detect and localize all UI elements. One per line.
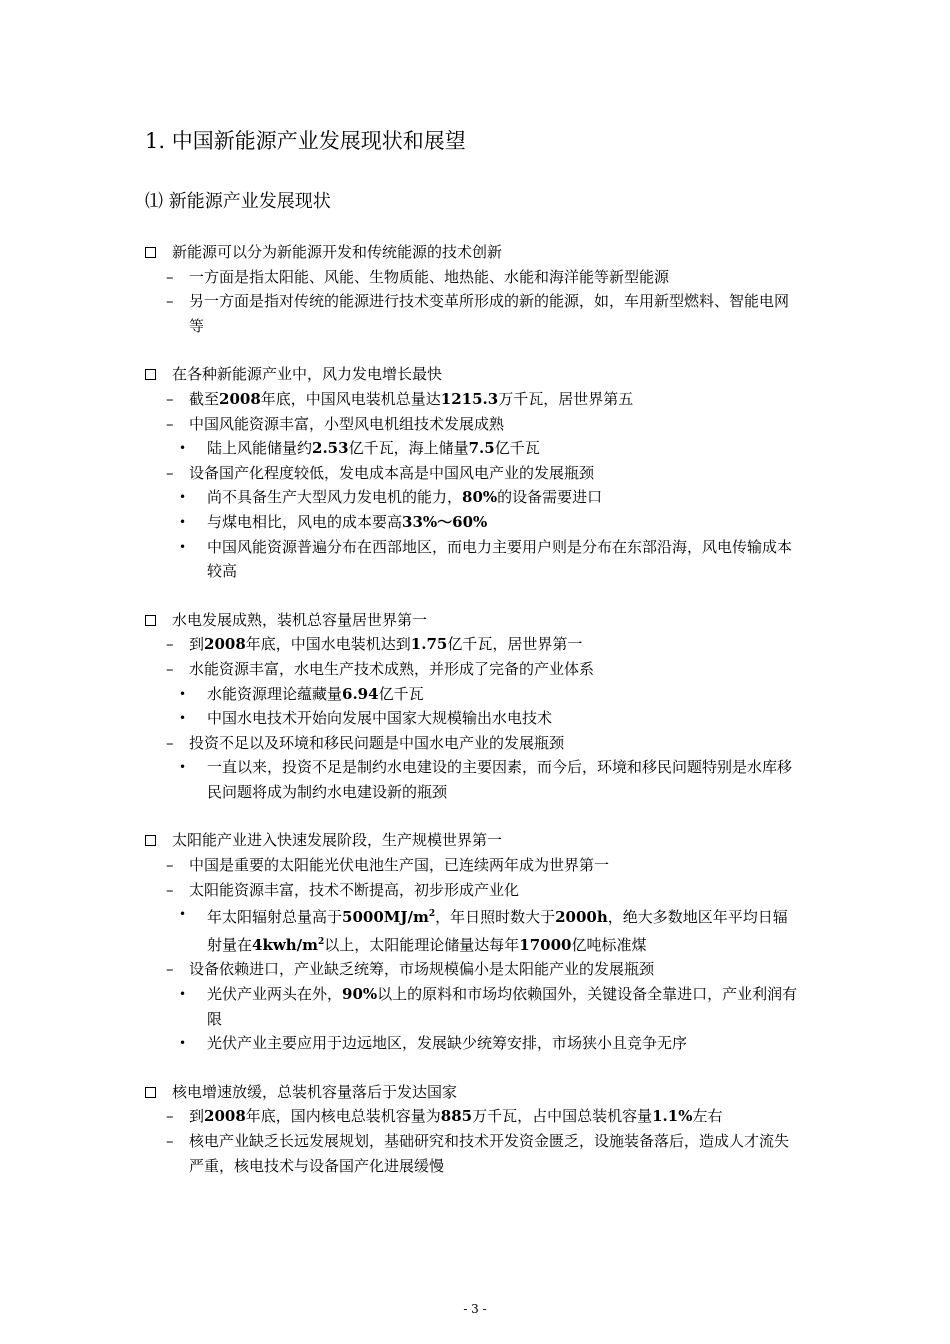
checkbox-square-icon — [145, 240, 156, 265]
bullet-dot-icon: • — [179, 539, 187, 554]
dash-icon: – — [166, 635, 174, 654]
section-heading — [145, 362, 800, 387]
dash-list-item — [145, 461, 800, 486]
bullet-content — [145, 240, 800, 1202]
bullet-list-item — [145, 485, 800, 510]
dash-icon: – — [166, 960, 174, 979]
content-section — [145, 608, 800, 805]
list-item-text: 截至2008年底，中国风电装机总量达1215.3万千瓦，居世界第五 — [189, 389, 634, 408]
checkbox-square-icon — [145, 362, 156, 387]
bullet-list-item — [145, 682, 800, 707]
list-item-text: 陆上风能储量约2.53亿千瓦，海上储量7.5亿千瓦 — [207, 439, 540, 458]
bullet-list-item — [145, 535, 800, 584]
dash-icon: – — [166, 856, 174, 875]
bullet-list-item — [145, 755, 800, 804]
content-section — [145, 240, 800, 338]
section-heading — [145, 240, 800, 265]
page-title: 1. 中国新能源产业发展现状和展望 — [145, 129, 466, 153]
bullet-list-item — [145, 510, 800, 535]
dash-icon: – — [166, 880, 174, 899]
dash-icon: – — [166, 733, 174, 752]
dash-list-item — [145, 957, 800, 982]
content-section — [145, 362, 800, 583]
section-heading — [145, 608, 800, 633]
bullet-dot-icon: • — [179, 514, 187, 529]
list-item-text: 尚不具备生产大型风力发电机的能力，80%的设备需要进口 — [207, 488, 603, 507]
bullet-dot-icon: • — [179, 907, 187, 922]
section-heading-text: 太阳能产业进入快速发展阶段，生产规模世界第一 — [172, 831, 503, 850]
bullet-list-item — [145, 706, 800, 731]
section-heading — [145, 828, 800, 853]
dash-list-item — [145, 1104, 800, 1129]
bullet-list-item — [145, 1031, 800, 1056]
content-section — [145, 828, 800, 1055]
page-number: - 3 - — [463, 1302, 487, 1316]
section-heading-text: 核电增速放缓，总装机容量落后于发达国家 — [172, 1082, 458, 1101]
section-heading — [145, 1080, 800, 1105]
dash-icon: – — [166, 267, 174, 286]
list-item-text: 年太阳辐射总量高于$5000MJ/m^2$，年日照时数大于2000h，绝大多数地区年平均日辐射量在$4kwh/m^2$以上，太阳能理论储量达每年17000亿吨标准煤 — [207, 908, 788, 954]
bullet-dot-icon: • — [179, 686, 187, 701]
list-item-text: 水能资源丰富，水电生产技术成熟，并形成了完备的产业体系 — [189, 659, 595, 678]
list-item-text: 光伏产业两头在外，90%以上的原料和市场均依赖国外，关键设备全靠进口，产业利润有限 — [207, 985, 798, 1028]
list-item-text: 光伏产业主要应用于边远地区，发展缺少统筹安排，市场狭小且竞争无序 — [207, 1034, 688, 1053]
list-item-text: 核电产业缺乏长远发展规划，基础研究和技术开发资金匮乏，设施装备落后，造成人才流失严重，核电技术与设备国产化进展缓慢 — [189, 1132, 790, 1175]
dash-icon: – — [166, 414, 174, 433]
section-heading-text: 新能源可以分为新能源开发和传统能源的技术创新 — [172, 243, 503, 261]
bullet-dot-icon: • — [179, 490, 187, 505]
bullet-list-item — [145, 902, 800, 957]
bullet-list-item — [145, 982, 800, 1031]
bullet-dot-icon: • — [179, 1036, 187, 1051]
list-item-text: 一直以来，投资不足是制约水电建设的主要因素，而今后，环境和移民问题特别是水库移民问题将成为制约水电建设新的瓶颈 — [207, 758, 793, 801]
list-item-text: 设备国产化程度较低，发电成本高是中国风电产业的发展瓶颈 — [189, 463, 595, 482]
bullet-dot-icon: • — [179, 987, 187, 1002]
checkbox-square-icon — [145, 608, 156, 633]
dash-list-item — [145, 632, 800, 657]
list-item-text: 中国是重要的太阳能光伏电池生产国，已连续两年成为世界第一 — [189, 856, 610, 875]
list-item-text: 到2008年底，国内核电总装机容量为885万千瓦，占中国总装机容量1.1%左右 — [189, 1107, 723, 1126]
dash-icon: – — [166, 659, 174, 678]
section-subtitle: ⑴ 新能源产业发展现状 — [145, 191, 331, 212]
list-item-text: 水能资源理论蕴藏量6.94亿千瓦 — [207, 684, 424, 703]
checkbox-square-icon — [145, 828, 156, 853]
dash-icon: – — [166, 1107, 174, 1126]
list-item-text: 太阳能资源丰富，技术不断提高，初步形成产业化 — [189, 880, 520, 899]
list-item-text: 设备依赖进口，产业缺乏统筹，市场规模偏小是太阳能产业的发展瓶颈 — [189, 960, 655, 979]
content-section — [145, 1080, 800, 1178]
dash-icon: – — [166, 463, 174, 482]
bullet-dot-icon: • — [179, 441, 187, 456]
dash-list-item — [145, 731, 800, 756]
dash-list-item — [145, 657, 800, 682]
list-item-text: 投资不足以及环境和移民问题是中国水电产业的发展瓶颈 — [189, 733, 565, 752]
dash-list-item — [145, 412, 800, 437]
list-item-text: 中国风能资源普遍分布在西部地区，而电力主要用户则是分布在东部沿海，风电传输成本较高 — [207, 537, 793, 581]
dash-list-item — [145, 289, 800, 338]
section-heading-text: 水电发展成熟，装机总容量居世界第一 — [172, 610, 428, 629]
dash-list-item — [145, 878, 800, 903]
bullet-dot-icon: • — [179, 760, 187, 775]
dash-icon: – — [166, 292, 174, 311]
section-heading-text: 在各种新能源产业中，风力发电增长最快 — [172, 365, 443, 384]
dash-list-item — [145, 387, 800, 412]
list-item-text: 另一方面是指对传统的能源进行技术变革所形成的新的能源，如，车用新型燃料、智能电网等 — [189, 292, 790, 335]
list-item-text: 中国水电技术开始向发展中国家大规模输出水电技术 — [207, 709, 553, 728]
dash-icon: – — [166, 389, 174, 408]
list-item-text: 到2008年底，中国水电装机达到1.75亿千瓦，居世界第一 — [189, 635, 583, 654]
bullet-list-item — [145, 436, 800, 461]
list-item-text: 一方面是指太阳能、风能、生物质能、地热能、水能和海洋能等新型能源 — [189, 267, 670, 286]
dash-list-item — [145, 1129, 800, 1178]
dash-icon: – — [166, 1132, 174, 1150]
dash-list-item — [145, 265, 800, 290]
bullet-dot-icon: • — [179, 711, 187, 726]
dash-list-item — [145, 853, 800, 878]
list-item-text: 与煤电相比，风电的成本要高33%～60% — [207, 512, 488, 531]
list-item-text: 中国风能资源丰富，小型风电机组技术发展成熟 — [189, 414, 505, 433]
checkbox-square-icon — [145, 1080, 156, 1105]
